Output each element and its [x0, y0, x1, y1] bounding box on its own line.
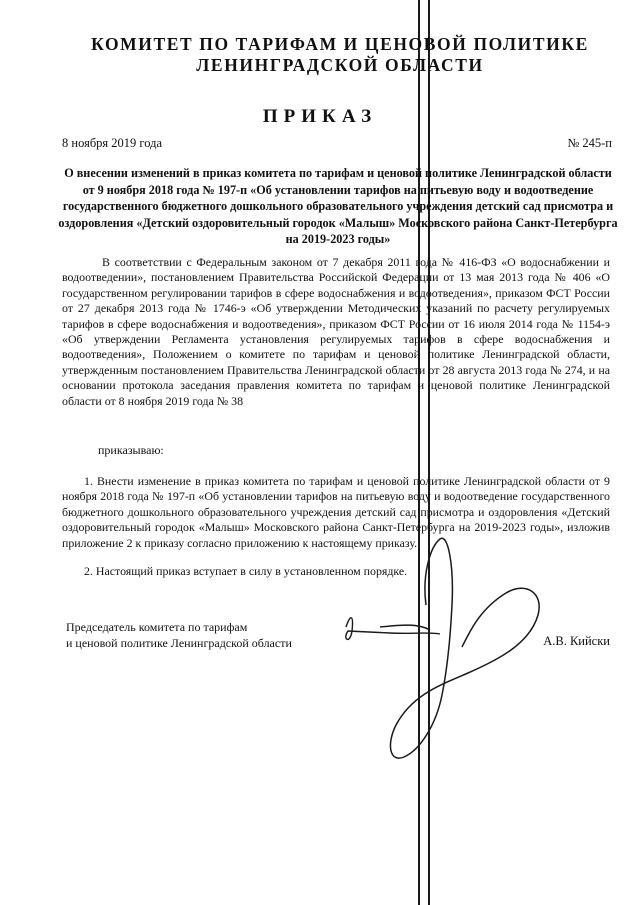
- signatory-position: [66, 619, 292, 651]
- document-date: 8 ноября 2019 года: [62, 136, 163, 150]
- org-line-1: КОМИТЕТ ПО ТАРИФАМ И ЦЕНОВОЙ ПОЛИТИКЕ: [91, 34, 589, 54]
- order-item-1: 1. Внести изменение в приказ комитета по тарифам и ценовой политике Ленинградской области от 9 ноября 2018 года № 197-п «Об установлении тарифов на питьевую воду и водоотведение государственного бюджетного дошкольного образовательного учреждения детский сад присмотра и оздоровления «Детский оздоровительный городок «Малыш» Московского района Санкт-Петербурга на 2019-2023 годы», изложив приложение 2 к приказу согласно приложению к настоящему приказу.: [62, 474, 610, 550]
- document-number: № 245-п: [567, 136, 612, 150]
- handwritten-signature: [330, 535, 590, 775]
- signatory-position-line-1: Председатель комитета по тарифам: [66, 620, 248, 634]
- order-item-2: 2. Настоящий приказ вступает в силу в установленном порядке.: [84, 564, 408, 578]
- signatory-position-line-2: и ценовой политике Ленинградской области: [66, 636, 292, 650]
- order-word: приказываю:: [98, 443, 164, 457]
- document-subject: О внесении изменений в приказ комитета по тарифам и ценовой политике Ленинградской области от 9 ноября 2018 года № 197-п «Об установлении тарифов на питьевую воду и водоотведение государственного бюджетного дошкольного образовательного учреждения детский сад присмотра и оздоровления «Детский оздоровительный городок «Малыш» Московского района Санкт-Петербурга на 2019-2023 годы»: [58, 166, 618, 246]
- org-line-2: ЛЕНИНГРАДСКОЙ ОБЛАСТИ: [196, 55, 484, 75]
- preamble-paragraph: В соответствии с Федеральным законом от 7 декабря 2011 года № 416-ФЗ «О водоснабжении и водоотведении», постановлением Правительства Российской Федерации от 13 мая 2013 года № 406 «О государственном регулировании тарифов в сфере водоснабжения и водоотведения», приказом ФСТ России от 27 декабря 2013 года № 1746-э «Об утверждении Методических указаний по расчету регулируемых тарифов в сфере водоснабжения и водоотведения», приказом ФСТ России от 16 июля 2014 года № 1154-э «Об утверждении Регламента установления регулируемых тарифов в сфере водоснабжения и водоотведения», Положением о комитете по тарифам и ценовой политике Ленинградской области, утвержденным постановлением Правительства Ленинградской области от 28 августа 2013 года № 274, и на основании протокола заседания правления комитета по тарифам и ценовой политике Ленинградской области от 8 ноября 2019 года № 38: [62, 255, 610, 408]
- issuing-organization: [60, 34, 620, 76]
- document-title: ПРИКАЗ: [262, 106, 378, 127]
- signatory-name: А.В. Кийски: [543, 634, 610, 648]
